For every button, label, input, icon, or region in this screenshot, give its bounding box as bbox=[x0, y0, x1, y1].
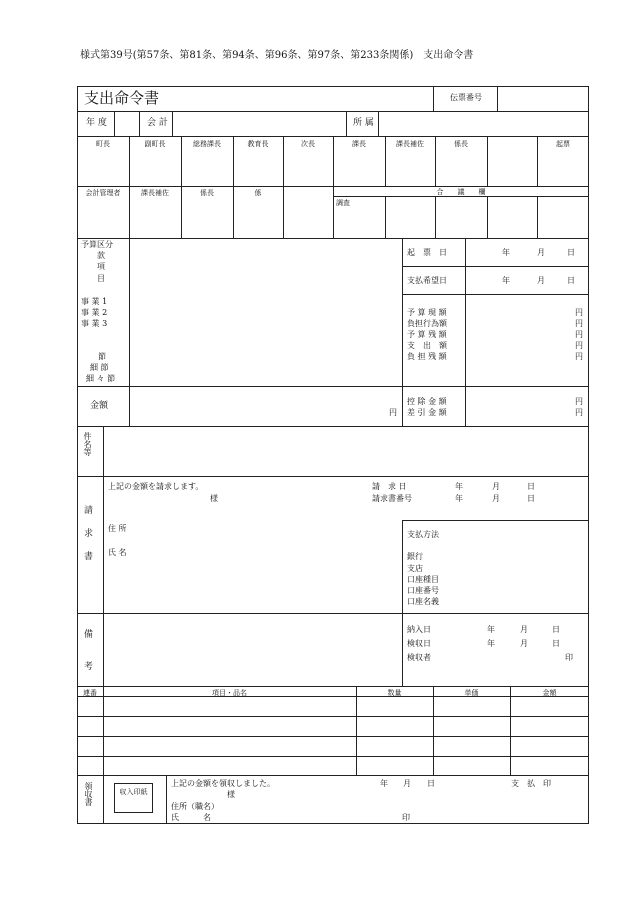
kojo-label: 控 除 金 額 bbox=[407, 397, 447, 406]
seikyu-no-label: 請求書番号 bbox=[372, 494, 412, 503]
seikyu-no-month: 月 bbox=[492, 494, 500, 503]
receipt-seal: 印 bbox=[402, 813, 410, 822]
approval-somu: 総務課長 bbox=[193, 140, 221, 148]
approval-kakari: 係 bbox=[254, 189, 262, 197]
budget-saisetsu: 細 節 bbox=[90, 363, 109, 372]
yen-1: 円 bbox=[575, 308, 583, 317]
approval-kacho: 課長 bbox=[352, 140, 366, 148]
seikyu-no-year: 年 bbox=[455, 494, 463, 503]
futan-koi-label: 負担行為額 bbox=[407, 319, 447, 328]
yen-2: 円 bbox=[575, 319, 583, 328]
approval-kaikeikanrisha: 会計管理者 bbox=[85, 189, 121, 197]
seikyu-sama: 様 bbox=[210, 494, 218, 503]
seikyu-address-field[interactable] bbox=[140, 520, 395, 560]
kihyo-year: 年 bbox=[502, 248, 510, 257]
kenshusha-label: 検収者 bbox=[407, 653, 431, 662]
budget-kan: 款 bbox=[97, 251, 105, 260]
seikyu-year: 年 bbox=[455, 482, 463, 491]
table-row[interactable] bbox=[78, 757, 588, 774]
sashihiki-yen: 円 bbox=[575, 408, 583, 417]
nendo-label: 年 度 bbox=[86, 118, 107, 128]
account-number-label: 口座番号 bbox=[407, 586, 439, 595]
items-header-tanka: 単価 bbox=[464, 689, 479, 697]
receipt-month: 月 bbox=[403, 779, 411, 788]
nonyu-year: 年 bbox=[487, 625, 495, 634]
table-row[interactable] bbox=[78, 717, 588, 735]
voucher-number-label: 伝票番号 bbox=[450, 93, 482, 102]
budget-jigyo1: 事 業 1 bbox=[81, 297, 108, 306]
items-header-suryo: 数量 bbox=[387, 689, 402, 697]
items-header-renban: 連番 bbox=[83, 689, 97, 697]
seikyu-month: 月 bbox=[492, 482, 500, 491]
biko-label-2: 考 bbox=[84, 662, 94, 672]
kenmei-field[interactable] bbox=[104, 427, 588, 475]
kenshu-day: 日 bbox=[552, 639, 560, 648]
receipt-name-field[interactable] bbox=[230, 800, 390, 822]
yen-3: 円 bbox=[575, 330, 583, 339]
budget-ko: 項 bbox=[97, 262, 105, 271]
shiharai-day: 日 bbox=[567, 276, 575, 285]
payment-seal-label: 支 払 印 bbox=[511, 779, 551, 788]
seikyu-side-label: 請求書 bbox=[82, 505, 92, 574]
approval-jicho: 次長 bbox=[301, 140, 315, 148]
yen-5: 円 bbox=[575, 352, 583, 361]
kenshu-year: 年 bbox=[487, 639, 495, 648]
budget-moku: 目 bbox=[97, 274, 105, 283]
shozoku-field[interactable] bbox=[379, 112, 588, 135]
approval-kyoikucho: 教育長 bbox=[247, 140, 269, 148]
receipt-sama: 様 bbox=[227, 790, 235, 799]
voucher-number-field[interactable] bbox=[498, 87, 588, 110]
sashihiki-label: 差 引 金 額 bbox=[407, 408, 447, 417]
shiharai-year: 年 bbox=[502, 276, 510, 285]
budget-jigyo2: 事 業 2 bbox=[81, 308, 108, 317]
kihyo-month: 月 bbox=[537, 248, 545, 257]
budget-content-field[interactable] bbox=[130, 239, 401, 385]
nonyu-month: 月 bbox=[520, 625, 528, 634]
kingaku-yen: 円 bbox=[389, 408, 397, 417]
payment-method-label: 支払方法 bbox=[407, 530, 439, 539]
seikyu-statement: 上記の金額を請求します。 bbox=[108, 482, 204, 491]
kenmei-label: 件名等 bbox=[83, 432, 92, 456]
bank-label: 銀行 bbox=[407, 552, 423, 561]
receipt-name-label: 氏 名 bbox=[171, 813, 211, 822]
approval-kachohosa: 課長補佐 bbox=[396, 140, 424, 148]
receipt-side-label: 領収書 bbox=[84, 782, 93, 806]
kaikei-field[interactable] bbox=[173, 112, 345, 135]
futan-zan-label: 負 担 残 額 bbox=[407, 352, 447, 361]
budget-saisaisetsu: 細 々 節 bbox=[86, 374, 116, 383]
budget-setsu: 節 bbox=[98, 352, 106, 361]
revenue-stamp-label: 収入印紙 bbox=[119, 788, 148, 796]
form-header: 様式第39号(第57条、第81条、第94条、第96条、第97条、第233条関係) 支出命令書 bbox=[80, 50, 474, 61]
yosan-gengaku-label: 予 算 現 額 bbox=[407, 308, 447, 317]
seikyu-day: 日 bbox=[527, 482, 535, 491]
shiharai-month: 月 bbox=[537, 276, 545, 285]
chozai-label: 調査 bbox=[336, 199, 350, 207]
approval-kihyo: 起票 bbox=[556, 140, 570, 148]
yen-4: 円 bbox=[575, 341, 583, 350]
kaigi-label: 合 議 欄 bbox=[436, 188, 486, 196]
nendo-field[interactable] bbox=[115, 112, 138, 135]
seikyu-address-label: 住 所 bbox=[108, 524, 127, 533]
items-header-kingaku: 金額 bbox=[542, 689, 557, 697]
approval-kakaricho-2: 係長 bbox=[200, 189, 214, 197]
kenshu-month: 月 bbox=[520, 639, 528, 648]
shiharai-date-label: 支払希望日 bbox=[407, 276, 447, 285]
kenshusha-seal: 印 bbox=[565, 653, 573, 662]
kingaku-label: 金額 bbox=[90, 401, 109, 411]
approval-chocho: 町長 bbox=[96, 140, 110, 148]
kaikei-label: 会 計 bbox=[147, 118, 168, 128]
approval-kakaricho: 係長 bbox=[454, 140, 468, 148]
kenshu-label: 検収日 bbox=[407, 639, 431, 648]
approval-kachohosa-2: 課長補佐 bbox=[141, 189, 169, 197]
shozoku-label: 所 属 bbox=[353, 118, 374, 128]
page-title: 支出命令書 bbox=[84, 89, 160, 107]
receipt-day: 日 bbox=[427, 779, 435, 788]
account-type-label: 口座種目 bbox=[407, 575, 439, 584]
branch-label: 支店 bbox=[407, 564, 423, 573]
receipt-year: 年 bbox=[380, 779, 388, 788]
kihyo-day: 日 bbox=[567, 248, 575, 257]
budget-jigyo3: 事 業 3 bbox=[81, 319, 108, 328]
account-name-label: 口座名義 bbox=[407, 597, 439, 606]
nonyu-label: 納入日 bbox=[407, 625, 431, 634]
nonyu-day: 日 bbox=[552, 625, 560, 634]
yosan-zangaku-label: 予 算 残 額 bbox=[407, 330, 447, 339]
kojo-yen: 円 bbox=[575, 397, 583, 406]
biko-field[interactable] bbox=[104, 614, 401, 685]
biko-label-1: 備 bbox=[84, 630, 94, 640]
receipt-address-label: 住所（職名） bbox=[171, 802, 219, 811]
budget-kubun: 予算区分 bbox=[81, 240, 113, 249]
seikyu-name-label: 氏 名 bbox=[108, 548, 127, 557]
kihyo-date-label: 起 票 日 bbox=[407, 248, 447, 257]
receipt-statement: 上記の金額を領収しました。 bbox=[171, 779, 275, 788]
approval-fukuchocho: 副町長 bbox=[144, 140, 166, 148]
seikyu-date-label: 請 求 日 bbox=[372, 482, 407, 491]
shishutsu-label: 支 出 額 bbox=[407, 341, 447, 350]
table-row[interactable] bbox=[78, 737, 588, 755]
items-header-hinmei: 項目・品名 bbox=[212, 689, 247, 697]
kingaku-field[interactable] bbox=[130, 387, 401, 425]
table-row[interactable] bbox=[78, 697, 588, 715]
seikyu-no-day: 日 bbox=[527, 494, 535, 503]
